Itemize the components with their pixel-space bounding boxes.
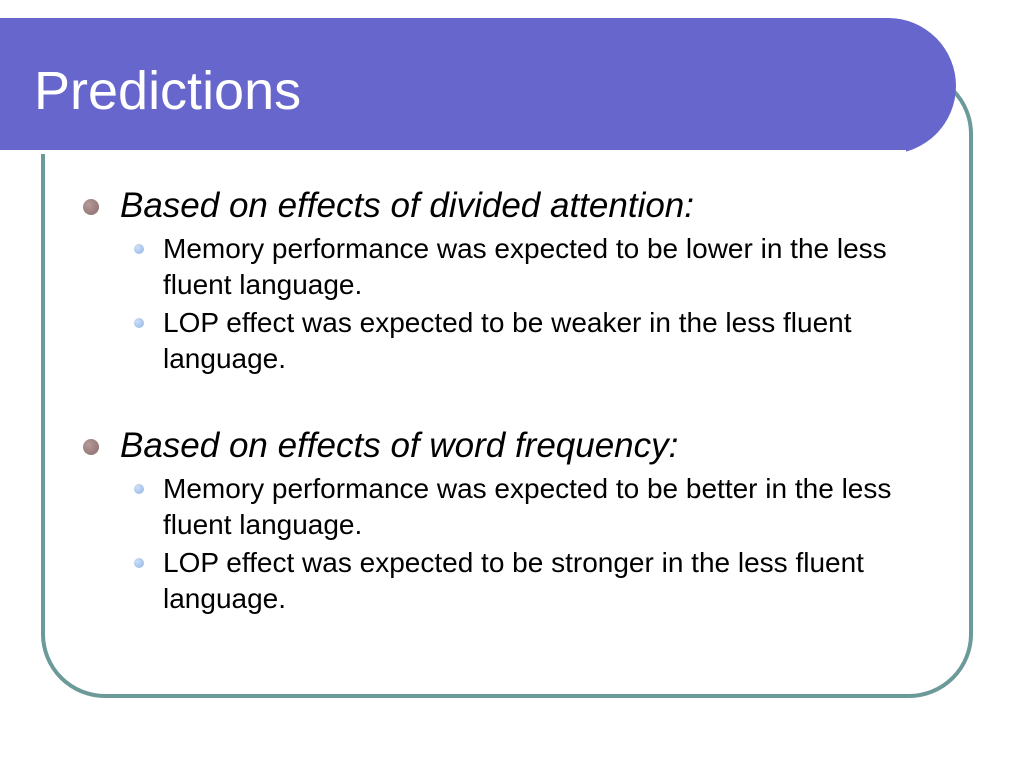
sub-bullet-dot-icon [134, 558, 144, 568]
sub-bullet-text: Memory performance was expected to be lower in the less fluent language. [163, 233, 887, 300]
sub-bullet-list [120, 471, 940, 617]
sub-bullet-dot-icon [134, 484, 144, 494]
sub-bullet-text: Memory performance was expected to be better in the less fluent language. [163, 473, 892, 540]
bullet-list [80, 185, 940, 617]
title-bar [0, 18, 956, 154]
sub-bullet-text: LOP effect was expected to be weaker in the less fluent language. [163, 307, 852, 374]
sub-bullet-dot-icon [134, 244, 144, 254]
sub-bullet-item [120, 471, 940, 543]
slide-title: Predictions [34, 61, 302, 121]
bullet-dot-icon [83, 199, 99, 215]
sub-bullet-item [120, 545, 940, 617]
sub-bullet-list [120, 231, 940, 377]
bullet-item [80, 185, 940, 377]
sub-bullet-dot-icon [134, 318, 144, 328]
sub-bullet-text: LOP effect was expected to be stronger in the less fluent language. [163, 547, 864, 614]
bullet-item [80, 425, 940, 617]
sub-bullet-item [120, 231, 940, 303]
sub-bullet-item [120, 305, 940, 377]
bullet-dot-icon [83, 439, 99, 455]
bullet-heading: Based on effects of divided attention: [120, 186, 694, 225]
bullet-heading: Based on effects of word frequency: [120, 426, 679, 465]
title-underline [0, 150, 906, 154]
